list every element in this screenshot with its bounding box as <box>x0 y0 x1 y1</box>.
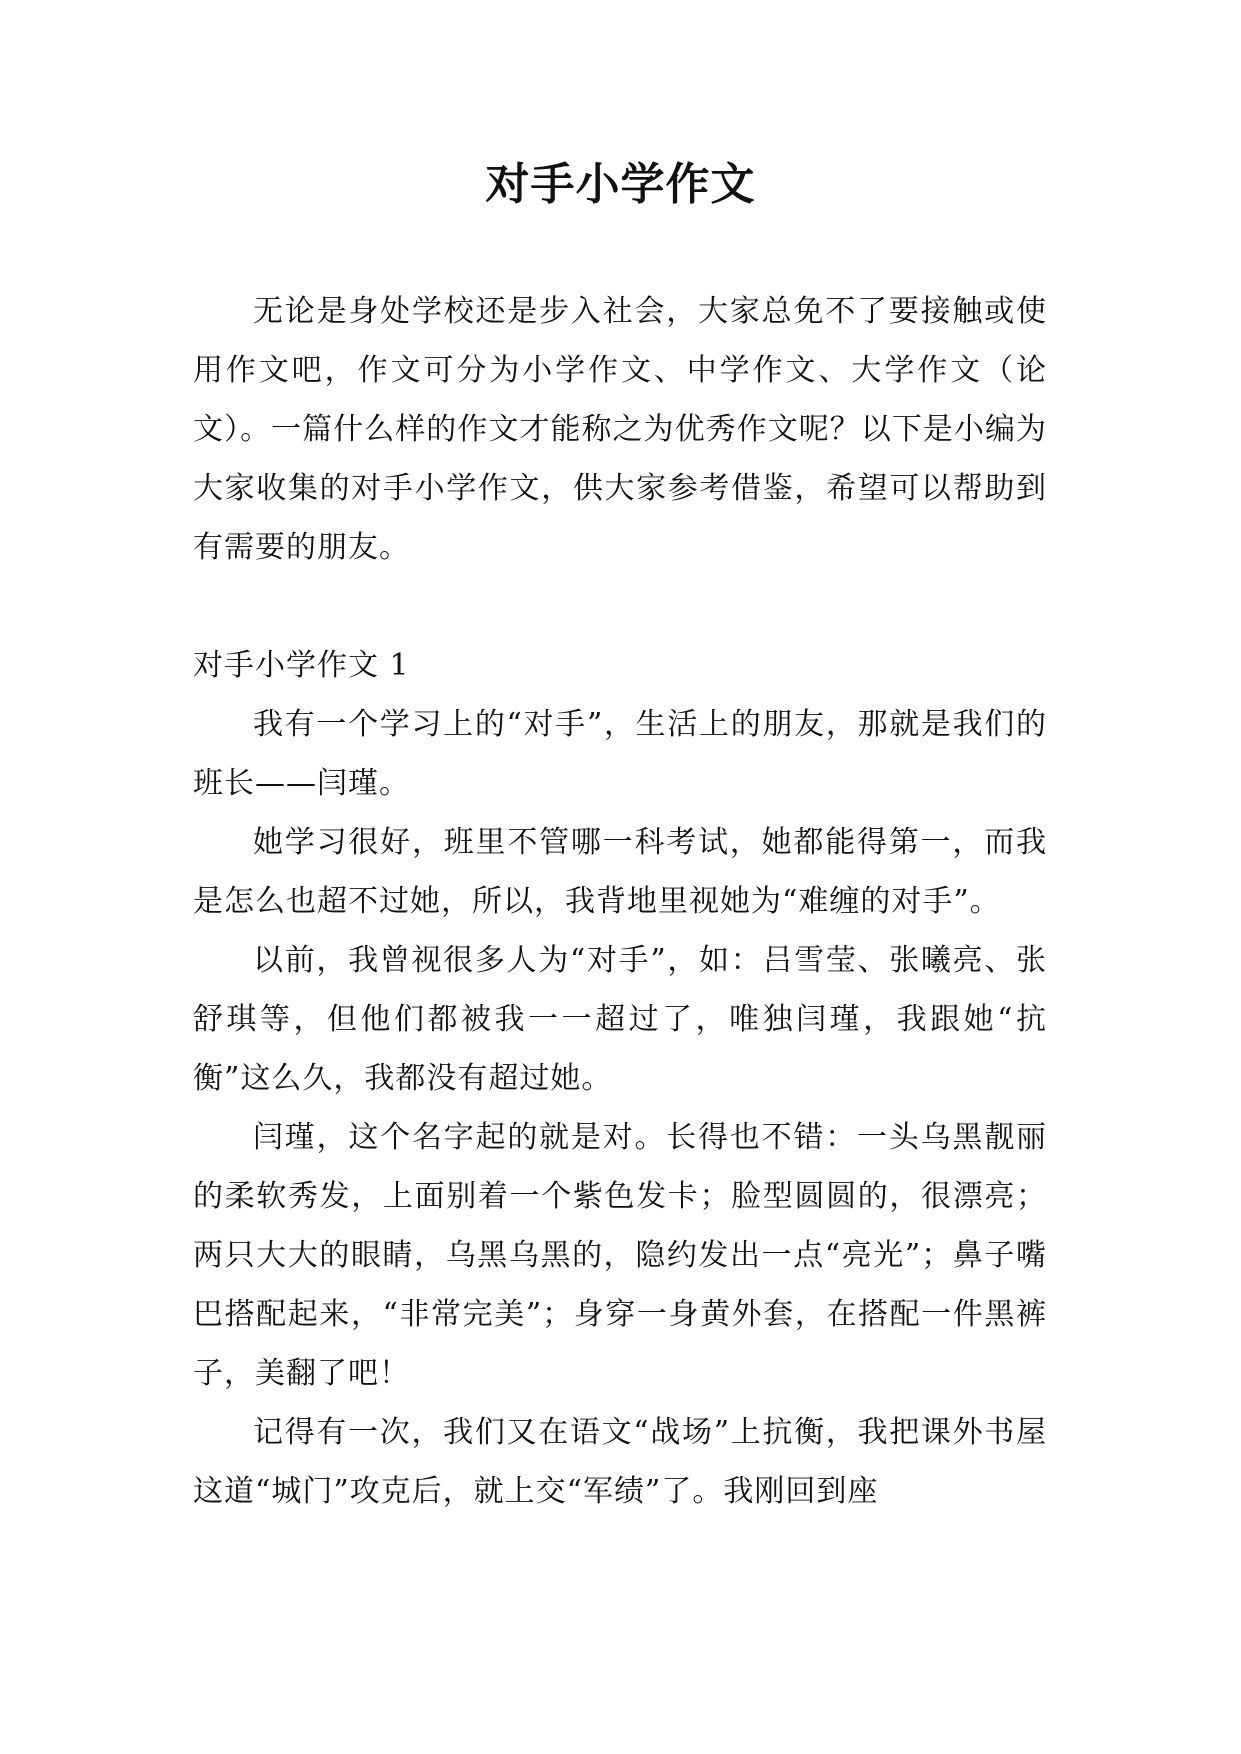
body-paragraph: 闫瑾，这个名字起的就是对。长得也不错：一头乌黑靓丽的柔软秀发，上面别着一个紫色发卡；脸型圆圆的，很漂亮；两只大大的眼睛，乌黑乌黑的，隐约发出一点“亮光”；鼻子嘴巴搭配起来，“非常完美”；身穿一身黄外套，在搭配一件黑裤子，美翻了吧！ <box>193 1120 1047 1391</box>
document-title: 对手小学作文 <box>485 159 756 210</box>
document-body <box>193 282 1047 1521</box>
body-paragraph: 以前，我曾视很多人为“对手”，如：吕雪莹、张曦亮、张舒琪等，但他们都被我一一超过了，唯独闫瑾，我跟她“抗衡”这么久，我都没有超过她。 <box>193 943 1047 1096</box>
body-paragraph: 我有一个学习上的“对手”，生活上的朋友，那就是我们的班长——闫瑾。 <box>193 707 1047 801</box>
intro-paragraph: 无论是身处学校还是步入社会，大家总免不了要接触或使用作文吧，作文可分为小学作文、中学作文、大学作文（论文）。一篇什么样的作文才能称之为优秀作文呢？以下是小编为大家收集的对手小学作文，供大家参考借鉴，希望可以帮助到有需要的朋友。 <box>193 294 1047 565</box>
body-paragraph: 她学习很好，班里不管哪一科考试，她都能得第一，而我是怎么也超不过她，所以，我背地里视她为“难缠的对手”。 <box>193 825 1047 919</box>
body-paragraph: 记得有一次，我们又在语文“战场”上抗衡，我把课外书屋这道“城门”攻克后，就上交“军绩”了。我刚回到座 <box>193 1415 1047 1509</box>
section-title: 对手小学作文 1 <box>193 648 410 683</box>
